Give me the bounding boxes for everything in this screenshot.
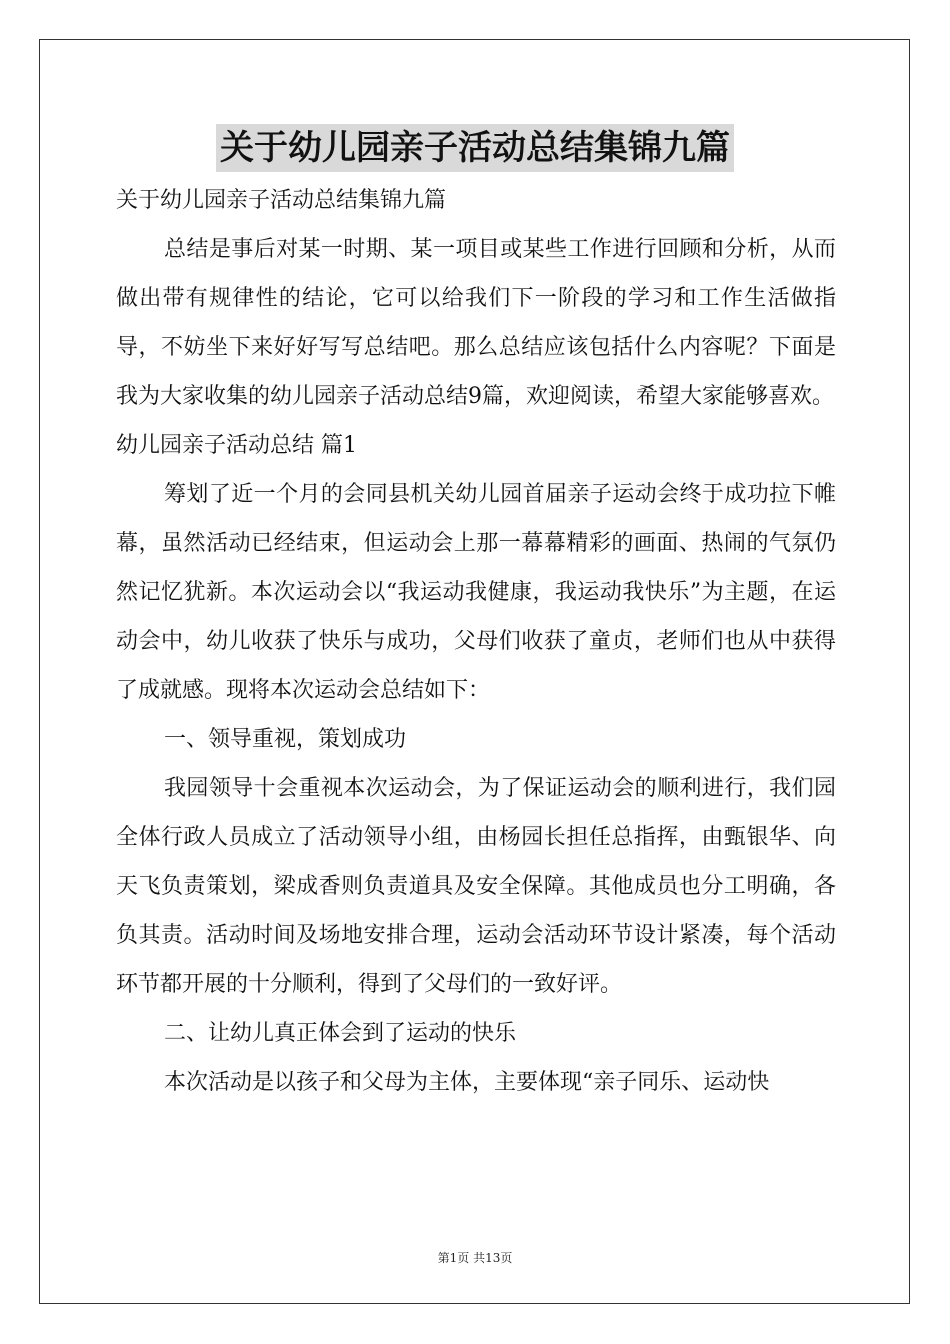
point-paragraph: 本次活动是以孩子和父母为主体，主要体现“亲子同乐、运动快	[164, 1070, 770, 1095]
point-paragraph: 我园领导十会重视本次运动会，为了保证运动会的顺利进行，我们园全体行政人员成立了活动领导小组，由杨园长担任总指挥，由甄银华、向天飞负责策划，梁成香则负责道具及安全保障。其他成员也分工明确，各负其责。活动时间及场地安排合理，运动会活动环节设计紧凑，每个活动环节都开展的十分顺利，得到了父母们的一致好评。	[116, 776, 836, 997]
document-body	[116, 176, 836, 1107]
title-block	[0, 124, 950, 172]
point-heading: 一、领导重视，策划成功	[164, 727, 407, 752]
point-heading: 二、让幼儿真正体会到了运动的快乐	[164, 1021, 517, 1046]
document-title: 关于幼儿园亲子活动总结集锦九篇	[216, 124, 734, 172]
document-subtitle: 关于幼儿园亲子活动总结集锦九篇	[116, 188, 447, 213]
section-paragraph: 筹划了近一个月的会同县机关幼儿园首届亲子运动会终于成功拉下帷幕，虽然活动已经结束，但运动会上那一幕幕精彩的画面、热闹的气氛仍然记忆犹新。本次运动会以“我运动我健康，我运动我快乐”为主题，在运动会中，幼儿收获了快乐与成功，父母们收获了童贞，老师们也从中获得了成就感。现将本次运动会总结如下：	[116, 482, 836, 703]
intro-paragraph: 总结是事后对某一时期、某一项目或某些工作进行回顾和分析，从而做出带有规律性的结论，它可以给我们下一阶段的学习和工作生活做指导，不妨坐下来好好写写总结吧。那么总结应该包括什么内容呢？下面是我为大家收集的幼儿园亲子活动总结9篇，欢迎阅读，希望大家能够喜欢。	[116, 237, 836, 409]
page-footer: 第1页 共13页	[437, 1251, 513, 1265]
section-heading: 幼儿园亲子活动总结 篇1	[116, 433, 357, 458]
